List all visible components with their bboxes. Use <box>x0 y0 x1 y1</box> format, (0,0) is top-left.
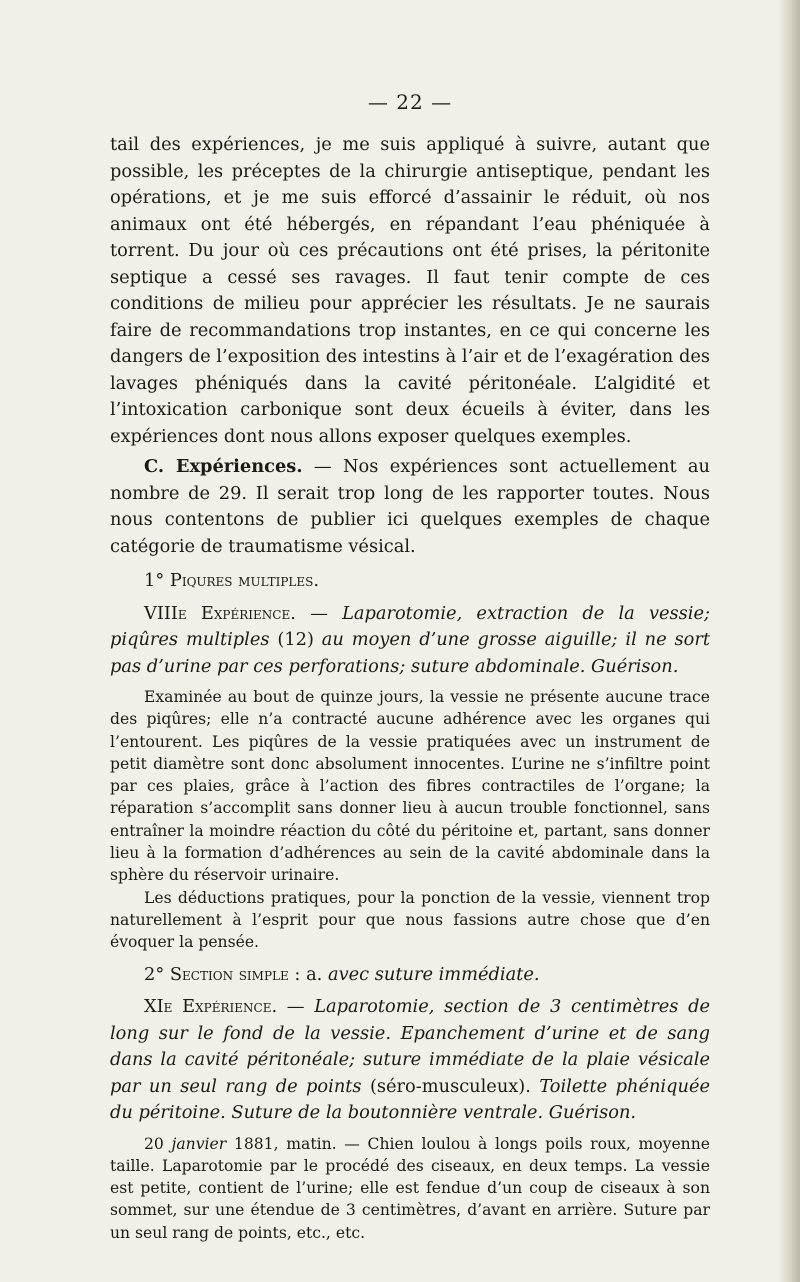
experiment-viii-desc-b: au moyen d’une grosse aiguille; il ne sort pas d’urine par ces perforations; suture abdominale. Guérison. <box>110 629 710 677</box>
experiment-xi-paren: (séro-musculeux). <box>361 1075 540 1097</box>
heading-2-number: 2° <box>144 963 170 985</box>
heading-text: Piqures multiples. <box>169 570 319 591</box>
case-date-month: janvier <box>171 1134 227 1153</box>
heading-2-rest: : a. <box>288 963 328 985</box>
paragraph-experiences-text: — Nos expériences sont actuellement au nombre de 29. Il serait trop long de les rapporter toutes. Nous nous contentons de publier ici quelques exemples de chaque catégorie de traumatisme vésical. <box>110 456 710 557</box>
page-edge-shadow <box>778 0 800 1282</box>
document-page <box>110 90 710 1244</box>
paragraph-observation: Examinée au bout de quinze jours, la vessie ne présente aucune trace des piqûres; elle n’a contracté aucune adhérence avec les organes qui l’entourent. Les piqûres de la vessie pratiquées avec un instrument de petit diamètre sont donc absolument innocentes. L’urine ne s’infiltre point par ces plaies, grâce à l’action des fibres contractiles de l’organe; la réparation s’accomplit sans donner lieu à aucun trouble fonctionnel, sans entraîner la moindre réaction du côté du péritoine et, partant, sans donner lieu à la formation d’adhérences au sein de la cavité abdominale dans la sphère du réservoir urinaire. <box>110 688 710 885</box>
paragraph-case-report <box>110 1133 710 1244</box>
heading-2-italic: avec suture immédiate. <box>327 963 540 985</box>
heading-piqures-multiples <box>110 568 710 595</box>
section-label-experiences: C. Expériences. <box>144 456 303 477</box>
experiment-viii-desc-a: Laparotomie, extraction de la vessie; piqûres multiples <box>110 602 710 650</box>
heading-number: 1° <box>144 570 170 591</box>
experiment-viii-title <box>110 601 710 681</box>
paragraph-experiences <box>110 454 710 560</box>
experiment-xi-desc-b: Toilette phéniquée du péritoine. Suture de la boutonnière ventrale. Guérison. <box>110 1075 710 1124</box>
heading-section-simple <box>110 962 710 989</box>
paragraph-intro: tail des expériences, je me suis appliqué à suivre, autant que possible, les préceptes de la chirurgie antiseptique, pendant les opérations, et je me suis efforcé d’assainir le réduit, où nos animaux ont été hébergés, en répandant l’eau phéniquée à torrent. Du jour où ces précautions ont été prises, la péritonite septique a cessé ses ravages. Il faut tenir compte de ces conditions de milieu pour apprécier les résultats. Je ne saurais faire de recommandations trop instantes, en ce qui concerne les dangers de l’exposition des intestins à l’air et de l’exagération des lavages phéniqués dans la cavité péritonéale. L’algidité et l’intoxication carbonique sont deux écueils à éviter, dans les expériences dont nous allons exposer quelques exemples. <box>110 134 710 447</box>
case-date-number: 20 <box>144 1134 172 1153</box>
paragraph-deductions: Les déductions pratiques, pour la ponction de la vessie, viennent trop naturellement à l’esprit pour que nous fassions autre chose que d’en évoquer la pensée. <box>110 888 710 952</box>
experiment-viii-count: (12) <box>269 629 322 650</box>
experiment-xi-desc-a: Laparotomie, section de 3 centimètres de long sur le fond de la vessie. Epanchement d’urine et de sang dans la cavité péritonéale; suture immédiate de la plaie vésicale par un seul rang de points <box>110 996 710 1097</box>
experiment-xi-label: XIe Expérience. <box>144 996 278 1018</box>
heading-2-sc: Section simple <box>169 963 289 985</box>
experiment-xi-sep: — <box>277 996 315 1018</box>
experiment-viii-sep: — <box>295 602 343 624</box>
experiment-viii-label: VIIIe Expérience. <box>144 602 296 624</box>
page-number: — 22 — <box>367 90 453 114</box>
case-text: 1881, matin. — Chien loulou à longs poils roux, moyenne taille. Laparotomie par le procédé des ciseaux, en deux temps. La vessie est petite, contient de l’urine; elle est fendue d’un coup de ciseaux à son sommet, sur une étendue de 3 centimètres, d’avant en arrière. Suture par un seul rang de points, etc., etc. <box>110 1134 710 1242</box>
experiment-xi-title <box>110 994 710 1127</box>
